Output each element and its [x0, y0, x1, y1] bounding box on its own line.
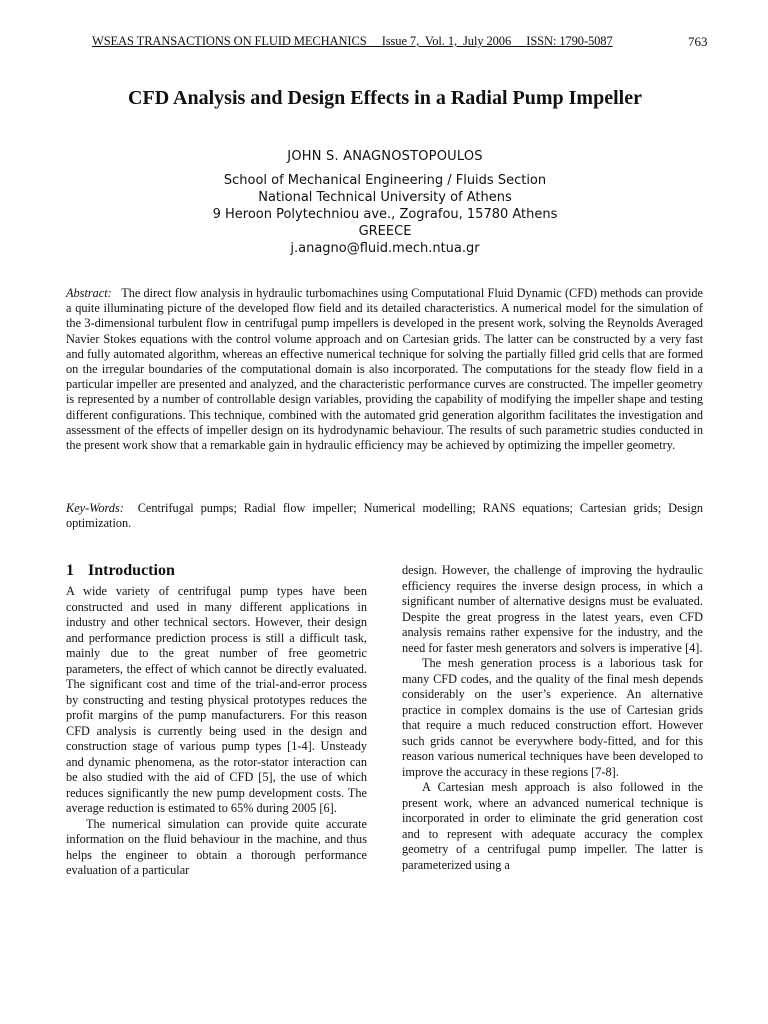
keywords [66, 501, 703, 531]
issue-info: Issue 7, Vol. 1, July 2006 [381, 34, 512, 48]
section-number: 1 [66, 562, 74, 579]
keywords-label: Key-Words: [66, 501, 124, 515]
paragraph: The numerical simulation can provide quite accurate information on the fluid behaviour in the machine, and thus helps the engineer to obtain a thorough performance evaluation of a particular [66, 816, 367, 877]
abstract-text: The direct flow analysis in hydraulic turbomachines using Computational Fluid Dynamic (CFD) methods can provide a quite illuminating picture of the developed flow field and its detailed characteristics. A numerical model for the simulation of the 3-dimensional turbulent flow in centrifugal pump impellers is developed in the present work, solving the Reynolds Averaged Navier Stokes equations with the control volume approach and on Cartesian grids. The latter can be constructed by a very fast and fully automated algorithm, whereas an effective numerical technique for solving the partially filled grid cells that are formed on the irregular boundaries of the computational domain is also incorporated. The computations for the steady flow field in a particular impeller are presented and analyzed, and the characteristic performance curves are constructed. The impeller geometry is represented by a number of controllable design variables, providing the capability of modifying the impeller shape and testing different configurations. This technique, combined with the automated grid generation algorithm facilitates the investigation and assessment of the effects of impeller design on its hydrodynamic behaviour. The results of such parametric studies conducted in the present work show that a remarkable gain in hydraulic efficiency may be achieved by optimizing the impeller geometry. [66, 286, 703, 453]
keywords-text: Centrifugal pumps; Radial flow impeller; Numerical modelling; RANS equations; Cartesian grids; Design optimization. [66, 501, 704, 531]
section-heading [66, 560, 367, 582]
abstract-label: Abstract: [66, 286, 112, 300]
paragraph: A Cartesian mesh approach is also followed in the present work, where an advanced numerical technique is incorporated in order to eliminate the grid generation cost and to represent with adequate accuracy the complex geometry of a centrifugal pump impeller. The latter is parameterized using a [402, 780, 703, 872]
affiliation-line-1: School of Mechanical Engineering / Fluids Section [223, 173, 547, 188]
left-column [66, 560, 367, 879]
abstract [66, 286, 703, 453]
paragraph: A wide variety of centrifugal pump types have been constructed and used in many different applications in industry and other technical sectors. However, their design and performance prediction process is still a difficult task, mainly due to the great number of free geometric parameters, the effect of which cannot be directly evaluated. The significant cost and time of the trial-and-error process by constructing and testing physical prototypes reduces the profit margins of the pump manufacturers. For this reason CFD analysis is currently being used in the design and construction stage of various pump types [1-4]. Unsteady and dynamic phenomena, as the rotor-stator interaction can be also studied with the aid of CFD [5], the use of which reduces significantly the new pump development costs. The average reduction is estimated to 65% during 2005 [6]. [66, 584, 367, 815]
author-email: j.anagno@fluid.mech.ntua.gr [290, 241, 480, 256]
author-name: JOHN S. ANAGNOSTOPOULOS [287, 149, 483, 164]
affiliation-line-2: National Technical University of Athens [258, 190, 512, 205]
paper-title: CFD Analysis and Design Effects in a Radial Pump Impeller [128, 87, 642, 109]
paragraph: The mesh generation process is a laborious task for many CFD codes, and the quality of the final mesh depends considerably on the user’s experience. An alternative practice in complex domains is the use of Cartesian grids that require a much reduced construction effort. However such grids cannot be everywhere body-fitted, and for this reason various numerical techniques have been developed to improve the accuracy in these regions [7-8]. [402, 656, 703, 779]
issn: ISSN: 1790-5087 [526, 34, 613, 48]
paragraph: design. However, the challenge of improving the hydraulic efficiency requires the inverse design process, in which a significant number of alternative designs must be evaluated. Despite the great progress in the latest years, even CFD analysis remains rather expensive for the industry, and the need for faster mesh generators and solvers is imperative [4]. [402, 563, 703, 655]
affiliation-line-4: GREECE [358, 224, 412, 239]
section-title: Introduction [88, 562, 175, 579]
affiliation-line-3: 9 Heroon Polytechniou ave., Zografou, 15780 Athens [212, 207, 558, 222]
running-header-text [92, 34, 692, 49]
page-number: 763 [688, 34, 708, 49]
running-header [0, 34, 768, 52]
journal-name: WSEAS TRANSACTIONS ON FLUID MECHANICS [92, 34, 367, 48]
right-column [402, 563, 703, 873]
